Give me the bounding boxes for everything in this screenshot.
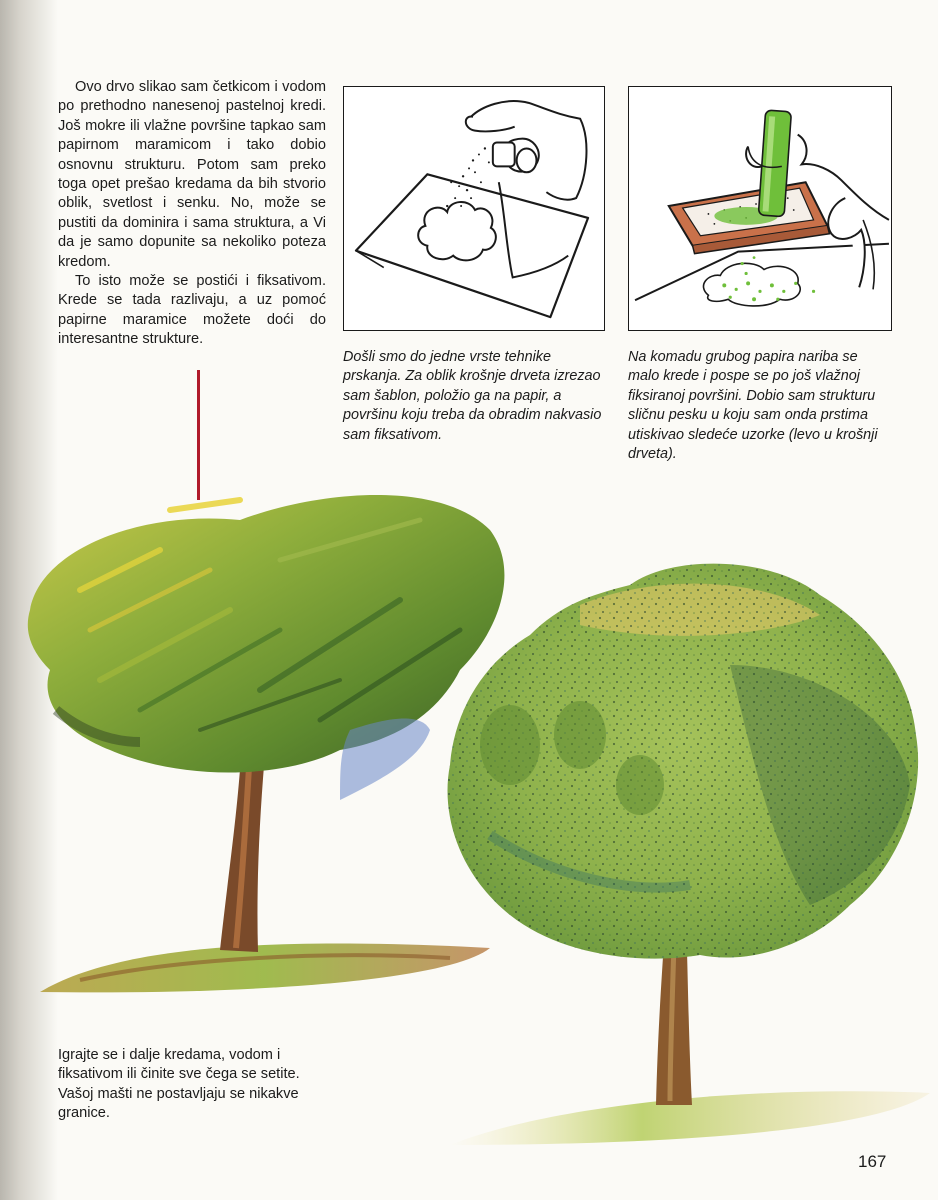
intro-text [58,78,326,350]
intro-paragraph-2: To isto može se postići i fiksativom. Krede se tada razlivaju, a uz pomoć papirne maramice možete doći do interesantne strukture. [58,273,326,348]
page-number: 167 [858,1152,887,1171]
spray-illustration [343,86,605,331]
intro-paragraph-1: Ovo drvo slikao sam četkicom i vodom po prethodno nanesenoj pastelnoj kredi. Još mokre ili vlažne površine tapkao sam papirnom maramicom i tako dobio osnovnu strukturu. Potom sam preko toga opet prešao kredama da bih stvorio oblik, svetlost i senku. No, može se pustiti da dominira i sama struktura, a Vi da je samo dopunite sa nekoliko poteza kredom. [58,79,326,270]
grater-caption: Na komadu grubog papira nariba se malo krede i pospe se po još vlažnoj fiksiranoj površini. Dobio sam strukturu sličnu pesku u koju sam onda prstima utiskivao sledeće uzorke (levo u krošnji drveta). [628,349,878,463]
chalk-grater-drawing [629,87,891,330]
closing-text: Igrajte se i dalje kredama, vodom i fiksativom ili činite sve čega se setite. Vašoj mašti ne postavljaju se nikakve granice. [58,1047,300,1122]
speckled-tree-illustration [430,545,930,1155]
spray-stencil-drawing [344,87,604,330]
grater-illustration [628,86,892,331]
spray-caption: Došli smo do jedne vrste tehnike prskanja. Za oblik krošnje drveta izrezao sam šablon, položio ga na papir, a površinu koju treba da obradim nakvasio sam fiksativom. [343,349,602,443]
